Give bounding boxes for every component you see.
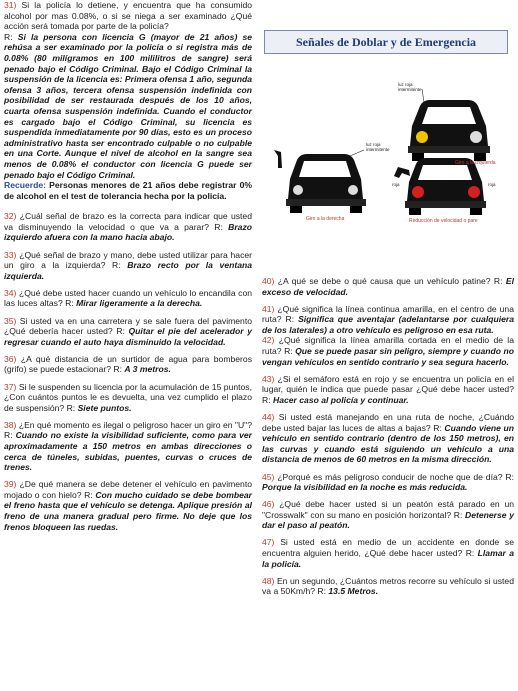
question-46: 46) ¿Qué debe hacer usted si un peatón está parado en un "Crosswalk" con su mano en posición horizontal? R: Detenerse y dar el paso al peatón. [262,499,515,531]
signal-illustrations [262,64,512,224]
question-36: 36) ¿A qué distancia de un surtidor de agua para bomberos (grifo) se puede estacionar? R: A 3 metros. [4,353,252,375]
question-43: 43) ¿Si el semáforo está en rojo y se encuentra un policía en el lugar, quién le indica que puede pasar ¿Qué debe hacer usted? R: Hacer caso al policía y continuar. [262,373,514,405]
question-31: 31) Si la policía lo detiene, y encuentra que ha consumido alcohol por mas 0.08%, o si se niega a ser examinado ¿Qué acción será tomada por parte de la policía? R: Si la persona con licencia G (mayor de 21 años) se rehúsa a ser examinado por la policía o si registra más de 0.08% (80 milígramos en 100 mililitros de sangre) será penado bajo el Código Criminal. Bajo el Código Criminal la suspensión de la licencia es: Primera ofensa 1 año, segunda ofensa 3 años, tercera ofensa suspensión indefinida con posibilidad de ser restaurada después de los 10 años, cuarta ofensa suspensión indefinida. Cuando el conductor es cargado bajo el Código Criminal, su licencia es suspendida inmediatamente por 90 días, esto es un proceso administrativo hasta ser encontrado culpable o no culpable en una Corte. Aunque el nivel de alcohol en la sangre sea menos de 0.08% el conductor con licencia G puede ser penado bajo el Código Criminal. Recuerde: Personas menores de 21 años debe registrar 0% de alcohol en el test de tolerancia hecha por la policía. [4,0,253,201]
arm-signal [274,150,290,168]
brake-light-right [468,186,480,198]
brake-light-left [412,186,424,198]
section-banner [264,30,508,54]
question-44: 44) Si usted está manejando en una ruta de noche, ¿Cuándo debe usted bajar las luces de altas a bajas? R: Cuando viene un vehículo en sentido contrario (dentro de los 150 metros), en las curvas y cuando está siguiendo un vehículo a una distancia de menos de 60 metros en la misma dirección. [262,412,515,465]
caption-red-2: roja [488,182,496,187]
caption-red-1: roja [392,182,400,187]
left-column [4,0,252,539]
question-47: 47) Si usted está en medio de un accidente en donde se encuentra alguien herido, ¿Qué debe hacer usted? R: Llamar a la policía. [262,537,515,569]
question-40: 40) ¿A qué se debe o qué causa que un vehículo patine? R: El exceso de velocidad. [262,276,514,297]
question-45: 45) ¿Porqué es más peligroso conducir de noche que de día? R: Porque la visibilidad en la noche es más reducida. [262,471,514,493]
question-34: 34) ¿Qué debe usted hacer cuando un vehículo lo encandila con las luces altas? R: Mirar ligeramente a la derecha. [4,287,253,309]
question-35: 35) Si usted va en una carretera y se sale fuera del pavimento ¿Qué debería hacer usted? R: Quitar el pie del acelerador y regresar cuando el auto haya disminuido la velocidad. [4,315,253,347]
caption-blink-left: luz roja intermitente [366,142,390,152]
question-42: 42) ¿Qué significa la línea amarilla cortada en el medio de la ruta? R: Que se puede pasar sin peligro, siempre y cuando no vengan vehículos en sentido contrario y sea segura hacerlo. [262,335,515,367]
reminder-text: Personas menores de 21 años debe registrar 0% de alcohol en el test de tolerancia hecha por la policía. [4,180,252,201]
question-48: 48) En un segundo, ¿Cuántos metros recorre su vehículo si usted va a 50Km/h? R: 13.5 Metros. [262,575,514,597]
question-33: 33) ¿Qué señal de brazo y mano, debe usted utilizar para hacer un giro a la izquierda? R: Brazo recto por la ventana izquierda. [4,249,253,281]
question-39: 39) ¿De qué manera se debe detener el vehículo en pavimento mojado o con hielo? R: Con mucho cuidado se debe bombear el freno hasta que el vehículo se detenga. Aplique presión al freno de una manera gradual pero firme. No deje que los frenos bloqueen las ruedas. [4,479,252,532]
caption-right-turn: Giro a la derecha [306,216,345,222]
question-41: 41) ¿Qué significa la línea continua amarilla, en el centro de una ruta? R: Significa que aventajar (adelantarse por cualquiera de los laterales) a otro vehículo es peligroso en esa ruta. [262,303,515,335]
question-32: 32) ¿Cuál señal de brazo es la correcta para indicar que usted va disminuyendo la velocidad o que va a parar? R: Brazo izquierdo afuera con la mano hacia abajo. [4,211,252,243]
caption-left-turn: Giro a la izquierda [455,160,496,166]
spacer [262,224,514,276]
question-38: 38) ¿En qué momento es ilegal o peligroso hacer un giro en "U"? R: Cuando no existe la visibilidad suficiente, como para ver aproximadamente a 150 metros en ambas direcciones o cerca de túneles, subidas, puentes, curvas o cruces de trenes. [4,419,253,473]
reminder-label: Recuerde: [4,180,47,191]
caption-slow-stop: Reducción de velocidad o pare [409,218,478,224]
car-left-turn-illustration [408,89,490,161]
question-37: 37) Si le suspenden su licencia por la acumulación de 15 puntos, ¿Con cuántos puntos le es devuelta, una vez cumplido el plazo de suspensión? R: Siete puntos. [4,381,252,413]
left-signal-light [416,131,428,143]
caption-blink-top: luz roja intermitente [398,82,422,92]
right-column [262,0,514,603]
banner-title: Señales de Doblar y de Emergencia [295,34,477,49]
car-right-turn-illustration [274,150,366,213]
